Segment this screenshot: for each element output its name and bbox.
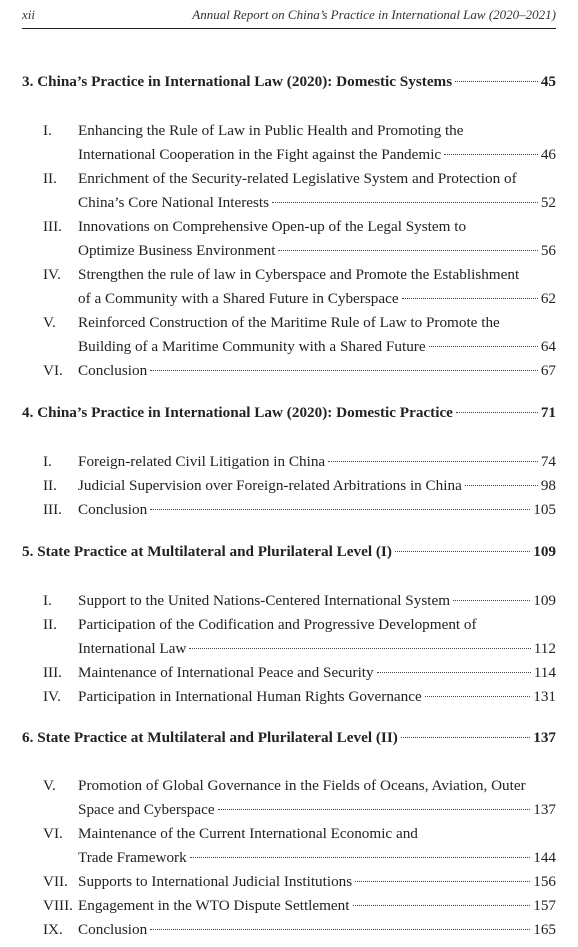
entry-page-number: 137 — [533, 801, 556, 818]
dot-leader — [455, 81, 538, 82]
entry-numeral: III. — [43, 664, 62, 681]
toc-entry[interactable] — [0, 266, 578, 314]
toc-entry[interactable] — [0, 688, 578, 712]
entry-title-text: Enhancing the Rule of Law in Public Health and Promoting the — [78, 122, 464, 139]
section-title: 6. State Practice at Multilateral and Plurilateral Level (II) — [22, 729, 398, 746]
entry-title-text: Conclusion — [78, 362, 148, 379]
entry-title-text: Optimize Business Environment — [78, 242, 276, 259]
entry-title-text: Conclusion — [78, 921, 148, 938]
entry-numeral: IV. — [43, 266, 61, 283]
entry-page-number: 67 — [540, 362, 556, 379]
entry-numeral: IX. — [43, 921, 63, 938]
entry-line — [78, 453, 556, 471]
dot-leader — [395, 551, 530, 552]
toc-entry[interactable] — [0, 501, 578, 525]
entry-title-text: Participation in International Human Rights Governance — [78, 688, 422, 705]
dot-leader — [218, 809, 531, 810]
section-page-number: 109 — [533, 543, 556, 560]
entry-numeral: II. — [43, 170, 57, 187]
entry-numeral: III. — [43, 218, 62, 235]
entry-line — [78, 477, 556, 495]
entry-line — [78, 688, 556, 706]
entry-line — [78, 266, 556, 284]
dot-leader — [429, 346, 538, 347]
toc-entry[interactable] — [0, 616, 578, 664]
entry-title-text: Supports to International Judicial Institutions — [78, 873, 353, 890]
toc-entry[interactable] — [0, 362, 578, 386]
entry-numeral: VII. — [43, 873, 68, 890]
entry-line — [78, 777, 556, 795]
entry-line — [78, 849, 556, 867]
dot-leader — [425, 696, 530, 697]
entry-title-text: International Cooperation in the Fight against the Pandemic — [78, 146, 442, 163]
running-header — [22, 7, 556, 27]
dot-leader — [150, 370, 538, 371]
dot-leader — [190, 857, 531, 858]
toc-entry[interactable] — [0, 453, 578, 477]
section-title: 5. State Practice at Multilateral and Plurilateral Level (I) — [22, 543, 392, 560]
entry-page-number: 62 — [540, 290, 556, 307]
toc-entry[interactable] — [0, 122, 578, 170]
section-page-number: 45 — [540, 73, 556, 90]
toc-entry[interactable] — [0, 592, 578, 616]
dot-leader — [401, 737, 530, 738]
dot-leader — [444, 154, 538, 155]
dot-leader — [272, 202, 538, 203]
entry-numeral: VI. — [43, 825, 63, 842]
toc-entry[interactable] — [0, 921, 578, 945]
entry-page-number: 105 — [533, 501, 556, 518]
toc-section-heading[interactable] — [22, 73, 556, 95]
entry-page-number: 74 — [540, 453, 556, 470]
header-divider — [22, 28, 556, 29]
entry-numeral: I. — [43, 592, 52, 609]
entry-page-number: 64 — [540, 338, 556, 355]
entry-title-text: China’s Core National Interests — [78, 194, 270, 211]
toc-entry[interactable] — [0, 873, 578, 897]
entry-title-text: Promotion of Global Governance in the Fields of Oceans, Aviation, Outer — [78, 777, 526, 794]
dot-leader — [189, 648, 530, 649]
entry-numeral: I. — [43, 122, 52, 139]
section-title: 4. China’s Practice in International Law (2020): Domestic Practice — [22, 404, 453, 421]
entry-numeral: II. — [43, 477, 57, 494]
entry-line — [78, 897, 556, 915]
toc-section-heading[interactable] — [22, 729, 556, 751]
toc-entry[interactable] — [0, 897, 578, 921]
toc-entry[interactable] — [0, 777, 578, 825]
page-number: xii — [22, 7, 35, 22]
entry-title-text: Reinforced Construction of the Maritime Rule of Law to Promote the — [78, 314, 500, 331]
entry-line — [78, 218, 556, 236]
entry-title-text: Innovations on Comprehensive Open-up of the Legal System to — [78, 218, 467, 235]
section-page-number: 71 — [540, 404, 556, 421]
entry-title-text: Trade Framework — [78, 849, 187, 866]
toc-entry[interactable] — [0, 218, 578, 266]
entry-page-number: 46 — [540, 146, 556, 163]
entry-title-text: Building of a Maritime Community with a Shared Future — [78, 338, 426, 355]
dot-leader — [150, 929, 530, 930]
entry-title-text: Judicial Supervision over Foreign-related Arbitrations in China — [78, 477, 462, 494]
entry-page-number: 114 — [533, 664, 556, 681]
entry-page-number: 109 — [533, 592, 556, 609]
toc-section-heading[interactable] — [22, 404, 556, 426]
dot-leader — [150, 509, 530, 510]
entry-line — [78, 170, 556, 188]
entry-title-text: Space and Cyberspace — [78, 801, 215, 818]
entry-page-number: 131 — [533, 688, 556, 705]
entry-numeral: IV. — [43, 688, 61, 705]
entry-numeral: V. — [43, 777, 56, 794]
toc-entry[interactable] — [0, 477, 578, 501]
entry-line — [78, 242, 556, 260]
dot-leader — [456, 412, 538, 413]
toc-entry[interactable] — [0, 664, 578, 688]
entry-title-text: Foreign-related Civil Litigation in China — [78, 453, 326, 470]
entry-title-text: Maintenance of the Current International Economic and — [78, 825, 418, 842]
entry-page-number: 157 — [533, 897, 556, 914]
section-page-number: 137 — [533, 729, 556, 746]
entry-line — [78, 314, 556, 332]
dot-leader — [465, 485, 538, 486]
entry-page-number: 144 — [533, 849, 556, 866]
entry-title-text: of a Community with a Shared Future in Cyberspace — [78, 290, 399, 307]
toc-entry[interactable] — [0, 170, 578, 218]
dot-leader — [377, 672, 531, 673]
toc-section-heading[interactable] — [22, 543, 556, 565]
entry-line — [78, 122, 556, 140]
entry-title-text: Support to the United Nations-Centered International System — [78, 592, 451, 609]
entry-title-text: Engagement in the WTO Dispute Settlement — [78, 897, 350, 914]
entry-line — [78, 592, 556, 610]
entry-title-text: Strengthen the rule of law in Cyberspace and Promote the Establishment — [78, 266, 520, 283]
running-title: Annual Report on China’s Practice in International Law (2020–2021) — [192, 7, 556, 22]
entry-numeral: VI. — [43, 362, 63, 379]
entry-page-number: 112 — [533, 640, 556, 657]
dot-leader — [453, 600, 530, 601]
entry-line — [78, 290, 556, 308]
entry-title-text: Conclusion — [78, 501, 148, 518]
dot-leader — [353, 905, 531, 906]
entry-line — [78, 616, 556, 634]
toc-entry[interactable] — [0, 314, 578, 362]
entry-numeral: III. — [43, 501, 62, 518]
dot-leader — [355, 881, 530, 882]
entry-title-text: Enrichment of the Security-related Legislative System and Protection of — [78, 170, 517, 187]
toc-entry[interactable] — [0, 825, 578, 873]
entry-title-text: Maintenance of International Peace and Security — [78, 664, 374, 681]
entry-title-text: International Law — [78, 640, 187, 657]
entry-line — [78, 146, 556, 164]
entry-title-text: Participation of the Codification and Progressive Development of — [78, 616, 477, 633]
entry-line — [78, 873, 556, 891]
entry-line — [78, 501, 556, 519]
entry-line — [78, 640, 556, 658]
entry-numeral: V. — [43, 314, 56, 331]
entry-page-number: 56 — [540, 242, 556, 259]
entry-line — [78, 194, 556, 212]
section-title: 3. China’s Practice in International Law (2020): Domestic Systems — [22, 73, 453, 90]
entry-page-number: 156 — [533, 873, 556, 890]
entry-line — [78, 338, 556, 356]
entry-numeral: I. — [43, 453, 52, 470]
entry-page-number: 165 — [533, 921, 556, 938]
entry-numeral: II. — [43, 616, 57, 633]
entry-numeral: VIII. — [43, 897, 73, 914]
entry-page-number: 52 — [540, 194, 556, 211]
entry-line — [78, 921, 556, 939]
entry-line — [78, 801, 556, 819]
dot-leader — [402, 298, 538, 299]
entry-line — [78, 664, 556, 682]
entry-line — [78, 825, 556, 843]
entry-line — [78, 362, 556, 380]
dot-leader — [278, 250, 537, 251]
entry-page-number: 98 — [540, 477, 556, 494]
dot-leader — [328, 461, 538, 462]
